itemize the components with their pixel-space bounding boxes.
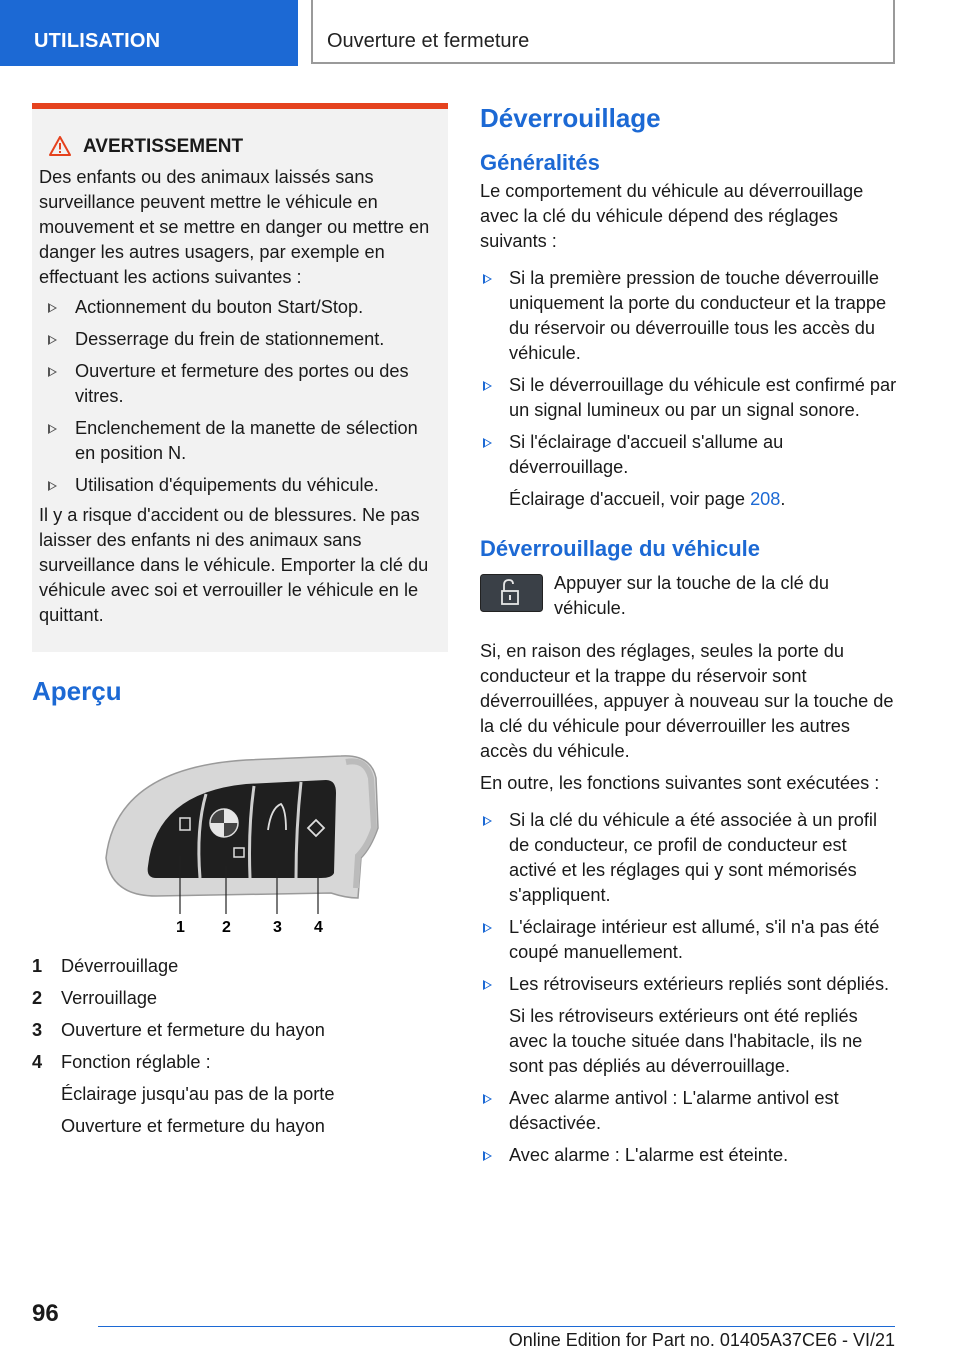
triangle-bullet-icon — [48, 424, 57, 434]
legend-item: 2 Verrouillage — [32, 988, 158, 1008]
unlock-text: Appuyer sur la touche de la clé du véhicule. — [554, 573, 830, 618]
list-item: Avec alarme antivol : L'alarme antivol est désactivée. — [480, 1086, 898, 1136]
callout-4: 4 — [314, 919, 323, 936]
triangle-bullet-icon — [483, 816, 492, 826]
section-tab[interactable]: UTILISATION — [0, 0, 298, 66]
list-item: Si l'éclairage d'accueil s'allume au déverrouillage. — [480, 430, 898, 480]
callout-2: 2 — [222, 919, 231, 936]
page-link[interactable]: 208 — [750, 489, 781, 509]
mirror-note: Si les rétroviseurs extérieurs ont été repliés avec la touche située dans l'habitacle, ils ne sont pas dépliés au déverrouillage. — [509, 1006, 863, 1076]
list-item: Si le déverrouillage du véhicule est confirmé par un signal lumineux ou par un signal sonore. — [480, 373, 898, 423]
deverrouillage-vehicule-heading: Déverrouillage du véhicule — [480, 536, 760, 561]
warning-outro: Il y a risque d'accident ou de blessures. Ne pas laisser des enfants ni des animaux sans surveillance dans le véhicule. Emporter la clé du véhicule avec soi et verrouiller le véhicule en le quittant. — [39, 505, 429, 625]
unlock-button-icon — [480, 574, 543, 612]
warning-heading — [49, 131, 440, 161]
callout-1: 1 — [176, 919, 185, 936]
functions-list — [480, 808, 898, 997]
triangle-bullet-icon — [483, 438, 492, 448]
alarm-list — [480, 1086, 898, 1168]
deverrouillage-para: Si, en raison des réglages, seules la porte du conducteur et la trappe du réservoir sont déverrouillées, appuyer à nouveau sur la touche de la clé du véhicule pour déverrouiller les autres accès du véhicule. — [480, 641, 894, 761]
triangle-bullet-icon — [483, 980, 492, 990]
warning-box — [32, 103, 448, 652]
generalites-list — [480, 266, 898, 480]
page-number: 96 — [32, 1300, 59, 1327]
right-column — [480, 100, 898, 1175]
unlock-instruction — [480, 571, 898, 621]
warning-intro: Des enfants ou des animaux laissés sans surveillance peuvent mettre le véhicule en mouvement et se mettre en danger ou mettre en danger les autres usagers, par exemple en effectuant les actions suivantes : — [39, 167, 430, 287]
legend-item: 1 Déverrouillage — [32, 956, 179, 976]
page-reference: Éclairage d'accueil, voir page 208. — [509, 489, 786, 509]
deverrouillage-heading: Déverrouillage — [480, 103, 661, 133]
footer-edition: Online Edition for Part no. 01405A37CE6 - VI/21 — [508, 1330, 895, 1350]
triangle-bullet-icon — [48, 303, 57, 313]
legend-item: 3 Ouverture et fermeture du hayon — [32, 1020, 325, 1040]
callout-3: 3 — [273, 919, 282, 936]
triangle-bullet-icon — [483, 274, 492, 284]
generalites-intro: Le comportement du véhicule au déverrouillage avec la clé du véhicule dépend des réglages suivants : — [480, 181, 864, 251]
triangle-bullet-icon — [483, 381, 492, 391]
list-item: Actionnement du bouton Start/Stop. — [39, 295, 440, 320]
list-item: Utilisation d'équipements du véhicule. — [39, 473, 440, 498]
legend-subitem: Éclairage jusqu'au pas de la porte — [61, 1084, 335, 1104]
triangle-bullet-icon — [48, 335, 57, 345]
triangle-bullet-icon — [483, 1094, 492, 1104]
list-item: L'éclairage intérieur est allumé, s'il n'a pas été coupé manuellement. — [480, 915, 898, 965]
triangle-bullet-icon — [48, 367, 57, 377]
list-item: Si la clé du véhicule a été associée à un profil de conducteur, ce profil de conducteur est activé et les réglages qui y sont mémorisés s'appliquent. — [480, 808, 898, 908]
chapter-title: Ouverture et fermeture — [311, 0, 895, 64]
page-header — [0, 0, 960, 66]
warning-list — [39, 295, 440, 498]
triangle-bullet-icon — [483, 923, 492, 933]
list-item: Si la première pression de touche déverrouille uniquement la porte du conducteur et la trappe du réservoir ou déverrouille tous les accès du véhicule. — [480, 266, 898, 366]
car-key-illustration — [96, 748, 386, 938]
figure-legend — [32, 954, 432, 1146]
warning-triangle-icon — [49, 136, 71, 156]
list-item: Ouverture et fermeture des portes ou des vitres. — [39, 359, 440, 409]
legend-item: 4 Fonction réglable : — [32, 1052, 211, 1072]
triangle-bullet-icon — [48, 481, 57, 491]
list-item: Desserrage du frein de stationnement. — [39, 327, 440, 352]
apercu-heading: Aperçu — [32, 676, 122, 706]
triangle-bullet-icon — [483, 1151, 492, 1161]
deverrouillage-para: En outre, les fonctions suivantes sont exécutées : — [480, 773, 880, 793]
warning-title: AVERTISSEMENT — [83, 135, 244, 157]
footer-divider — [98, 1326, 895, 1327]
legend-subitem: Ouverture et fermeture du hayon — [61, 1116, 325, 1136]
list-item: Les rétroviseurs extérieurs repliés sont dépliés. — [480, 972, 898, 997]
list-item: Enclenchement de la manette de sélection en position N. — [39, 416, 440, 466]
list-item: Avec alarme : L'alarme est éteinte. — [480, 1143, 898, 1168]
generalites-heading: Généralités — [480, 150, 600, 175]
